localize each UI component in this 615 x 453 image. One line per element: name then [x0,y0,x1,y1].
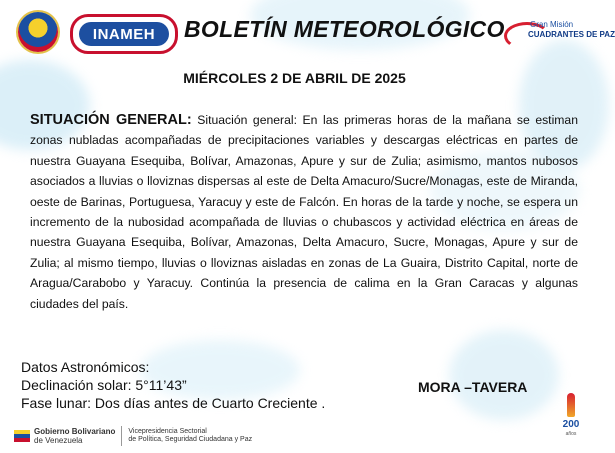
anniversary-text: años [565,431,577,437]
bulletin-date: MIÉRCOLES 2 DE ABRIL DE 2025 [183,70,406,86]
footer-divider [121,426,122,446]
astro-heading: Datos Astronómicos: [21,359,150,375]
gov-logo-text [34,427,115,445]
footer-logos [14,424,252,448]
cuadrantes-de-paz-logo [504,14,615,54]
mision-logo-line1: Gran Misión [530,20,574,29]
moon-phase: Fase lunar: Dos días antes de Cuarto Creciente . [21,395,326,411]
bulletin-header [0,0,615,60]
gov-line1: Gobierno Bolivariano [34,427,116,436]
anniversary-number: 200 [562,419,580,430]
inameh-logo [70,14,178,54]
vice-logo-text [128,428,252,444]
bulletin-title: BOLETÍN METEOROLÓGICO [184,16,505,42]
coat-of-arms-icon [18,12,58,52]
mision-logo-line2: CUADRANTES DE PAZ [528,30,615,39]
anniversary-logo [558,393,584,441]
vice-line2: de Política, Seguridad Ciudadana y Paz [128,436,253,443]
situacion-text: Situación general: En las primeras horas de la mañana se estiman zonas nubladas acompañadas de precipitaciones variables y descargas eléctricas en partes de nuestra Guayana Esequiba, Bolívar, Amazonas, Apure y sur de Zulia; asimismo, mantos nubosos asociados a lluvias o lloviznas dispersas al este de Delta Amacuro/Sucre/Monagas, este de Miranda, oeste de Barinas, Portuguesa, Yaracuy y este de Falcón. En horas de la tarde y noche, se espera un incremento de la nubosidad acompañada de lluvias o chubascos y actividad eléctrica en áreas de nuestra Guayana Esequiba, Bolívar, Amazonas, Delta Amacuro, Sucre, Monagas, Apure y sur de Zulia; al mismo tiempo, lluvias o lloviznas aisladas en zonas de La Guaira, Distrito Capital, norte de Aragua/Carabobo y Yaracuy. Continúa la presencia de calima en la Gran Caracas y algunas ciudades del país. [30,113,578,311]
inameh-logo-text: INAMEH [79,22,169,46]
vice-line1: Vicepresidencia Sectorial [128,428,207,435]
watercolor-wash [449,330,559,420]
astronomical-data [21,358,325,412]
forecaster-signature: MORA –TAVERA [418,379,528,395]
torch-icon [567,393,575,417]
solar-declination: Declinación solar: 5°11’43” [21,377,187,393]
situacion-general [30,110,578,314]
gov-line2: de Venezuela [34,436,83,445]
situacion-label: SITUACIÓN GENERAL: [30,112,192,128]
venezuela-flag-icon [14,430,30,442]
